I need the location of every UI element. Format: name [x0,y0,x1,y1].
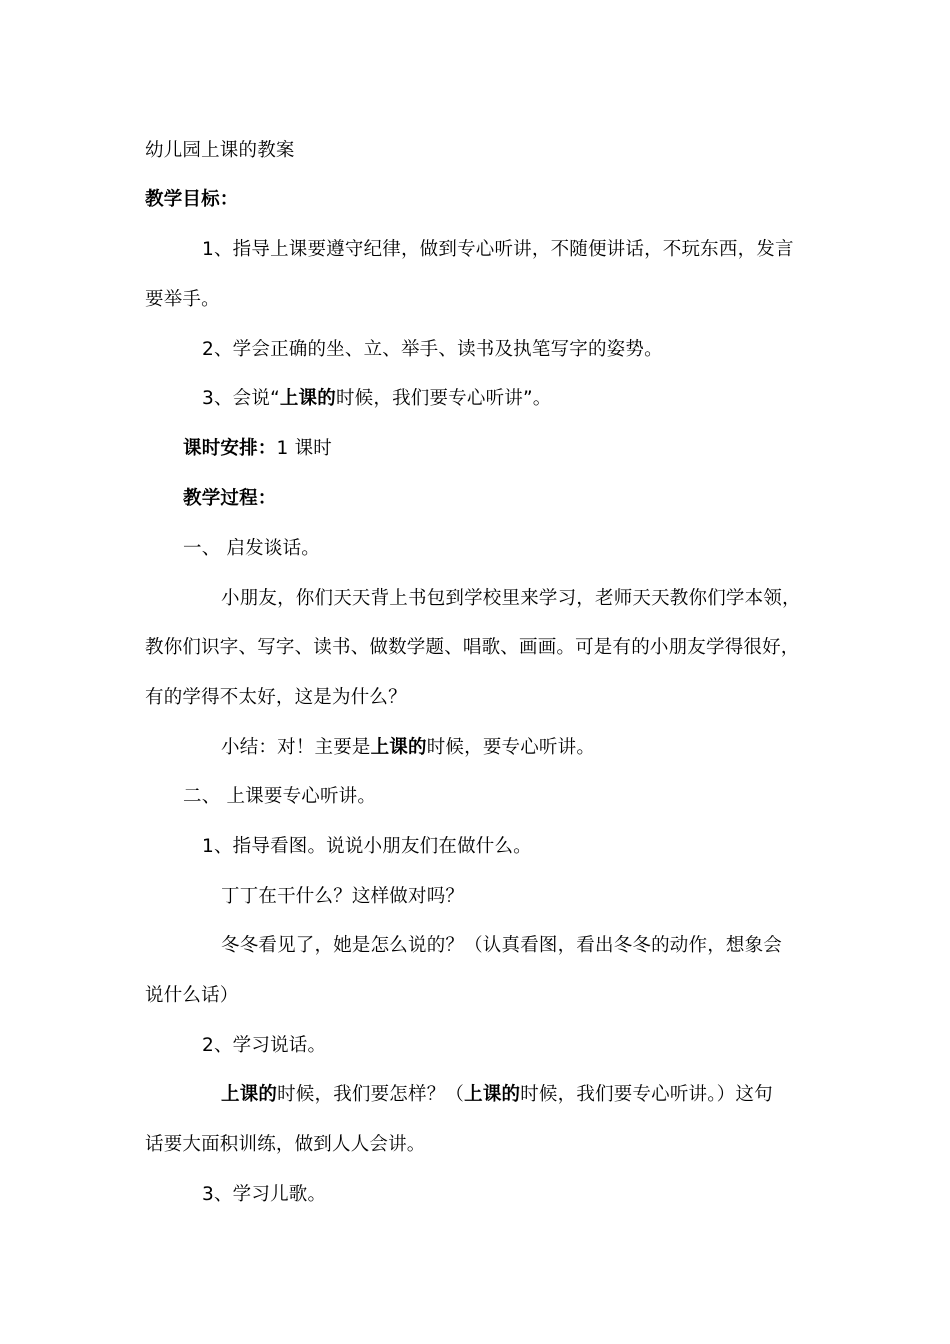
schedule-value: 1 课时 [276,438,332,459]
document-title: 幼儿园上课的教案 [145,140,295,161]
paragraph-1-line-3: 有的学得不太好，这是为什么？ [145,687,407,708]
goal-1-line-1: 1、指导上课要遵守纪律，做到专心听讲，不随便讲话，不玩东西，发言 [202,239,794,260]
summary [221,736,595,760]
paragraph-1-line-2: 教你们识字、写字、读书、做数学题、唱歌、画画。可是有的小朋友学得很好， [145,637,800,658]
step-2-1-question-1: 丁丁在干什么？这样做对吗？ [221,886,465,907]
summary-suffix: 时候，要专心听讲。 [426,737,596,758]
goal-2: 2、学会正确的坐、立、举手、读书及执笔写字的姿势。 [202,339,663,360]
step-2-1-question-2-line-2: 说什么话） [145,985,239,1006]
goals-heading: 教学目标： [145,189,239,210]
schedule [183,437,332,461]
process-heading: 教学过程： [183,488,277,509]
step-2-3: 3、学习儿歌。 [202,1184,327,1205]
step-2-2-continuation: 话要大面积训练，做到人人会讲。 [145,1134,426,1155]
paragraph-1-line-1: 小朋友，你们天天背上书包到学校里来学习，老师天天教你们学本领， [221,588,801,609]
section-2-title: 二、 上课要专心听讲。 [183,786,377,807]
goal-1-line-2: 要举手。 [145,289,220,310]
step-2-2-text-1: 时候，我们要怎样？（ [277,1084,465,1105]
step-2-2: 2、学习说话。 [202,1035,327,1056]
goal-3-suffix: 时候，我们要专心听讲”。 [335,388,552,409]
summary-prefix: 小结：对！主要是 [221,737,371,758]
section-1-title: 一、 启发谈话。 [183,538,320,559]
step-2-2-bold-1: 上课的 [221,1084,278,1105]
goal-3-prefix: 3、会说“ [202,388,280,409]
step-2-2-sentence [221,1083,773,1107]
schedule-label: 课时安排： [183,438,277,459]
step-2-2-bold-2: 上课的 [464,1084,521,1105]
step-2-1: 1、指导看图。说说小朋友们在做什么。 [202,836,532,857]
goal-3 [202,387,551,411]
summary-bold: 上课的 [370,737,427,758]
goal-3-bold: 上课的 [279,388,336,409]
step-2-2-text-2: 时候，我们要专心听讲。）这句 [520,1084,773,1105]
step-2-1-question-2-line-1: 冬冬看见了，她是怎么说的？（认真看图，看出冬冬的动作，想象会 [221,935,783,956]
